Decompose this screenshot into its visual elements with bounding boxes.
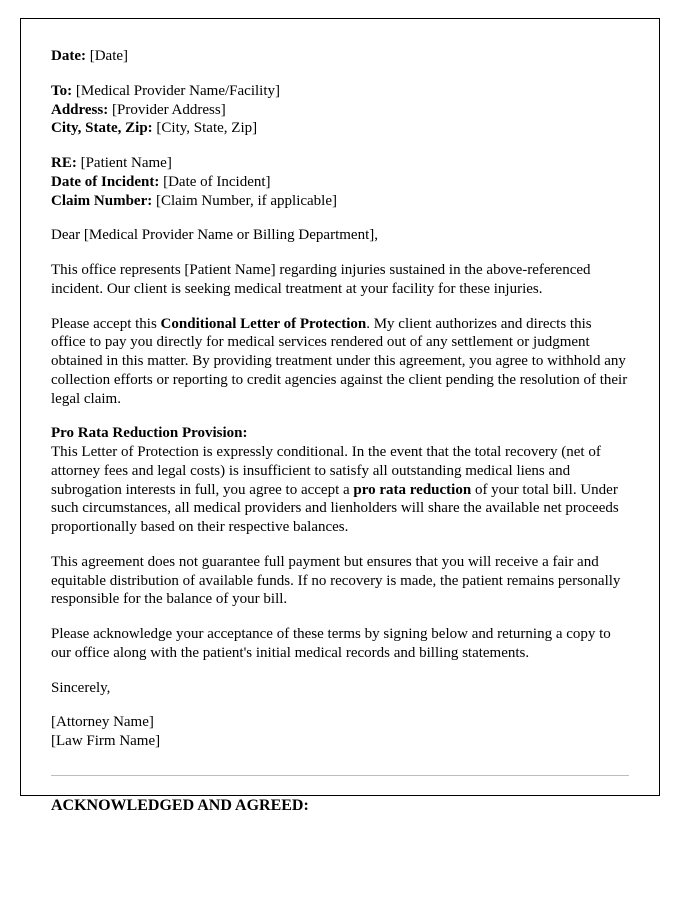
claim-number-line [51, 192, 629, 211]
re-value: [Patient Name] [76, 155, 172, 171]
city-state-zip-line [51, 119, 629, 138]
re-line [51, 154, 629, 173]
protection-text-post: . My client authorizes and directs this office to pay you directly for medical services rendered out of any settlement or judgment obtained in this matter. By providing treatment under this agreement, you agree to withhold any collection efforts or reporting to credit agencies against the client pending the resolution of their legal claim. [51, 315, 628, 407]
address-label: Address: [51, 101, 109, 118]
reference-block [51, 154, 629, 210]
re-label: RE: [51, 155, 77, 171]
date-value: [Date] [85, 48, 129, 64]
protection-text-pre: Please accept this [51, 315, 161, 332]
pro-rata-section [51, 424, 629, 537]
claim-number-value: [Claim Number, if applicable] [152, 192, 338, 209]
pro-rata-text-pre: This Letter of Protection is expressly conditional. In the event that the total recovery (net of attorney fees and legal costs) is insufficient to satisfy all outstanding medical liens and subrogation interests in full, you agree to accept a [51, 444, 601, 498]
date-line [51, 47, 629, 66]
address-line [51, 101, 629, 120]
date-block [51, 47, 629, 66]
paragraph-representation: This office represents [Patient Name] regarding injuries sustained in the above-referenced incident. Our client is seeking medical treatment at your facility for these injuries. [51, 262, 591, 297]
paragraph-acknowledge-request: Please acknowledge your acceptance of these terms by signing below and returning a copy to our office along with the patient's initial medical records and billing statements. [51, 626, 611, 661]
letter-container [20, 18, 660, 814]
paragraph-protection [51, 315, 629, 409]
date-label: Date: [51, 48, 86, 64]
protection-bold-phrase: Conditional Letter of Protection [160, 315, 367, 332]
city-state-zip-value: [City, State, Zip] [152, 120, 258, 137]
attorney-name-line: [Attorney Name] [51, 714, 154, 731]
pro-rata-heading [51, 424, 629, 443]
city-state-zip-label: City, State, Zip: [51, 120, 153, 137]
address-value: [Provider Address] [108, 101, 226, 118]
law-firm-name-line: [Law Firm Name] [51, 733, 161, 749]
pro-rata-heading-text: Pro Rata Reduction Provision: [51, 425, 248, 442]
claim-number-label: Claim Number: [51, 192, 153, 209]
recipient-block [51, 82, 629, 138]
pro-rata-text-post: of your total bill. Under such circumstances, all medical providers and lienholders will share the available net proceeds proportionally based on their respective balances. [51, 481, 619, 535]
to-value: [Medical Provider Name/Facility] [72, 82, 280, 99]
salutation: Dear [Medical Provider Name or Billing Department], [51, 227, 378, 244]
to-label: To: [51, 82, 73, 99]
acknowledged-heading: ACKNOWLEDGED AND AGREED: [51, 796, 309, 814]
incident-date-line [51, 173, 629, 192]
incident-date-value: [Date of Incident] [159, 173, 271, 190]
pro-rata-paragraph [51, 443, 629, 537]
pro-rata-bold-phrase: pro rata reduction [353, 481, 472, 498]
closing: Sincerely, [51, 679, 111, 696]
incident-date-label: Date of Incident: [51, 173, 160, 190]
section-divider [51, 775, 629, 776]
to-line [51, 82, 629, 101]
signature-block [51, 713, 629, 751]
paragraph-guarantee: This agreement does not guarantee full payment but ensures that you will receive a fair and equitable distribution of available funds. If no recovery is made, the patient remains personally responsible for the balance of your bill. [51, 553, 621, 608]
